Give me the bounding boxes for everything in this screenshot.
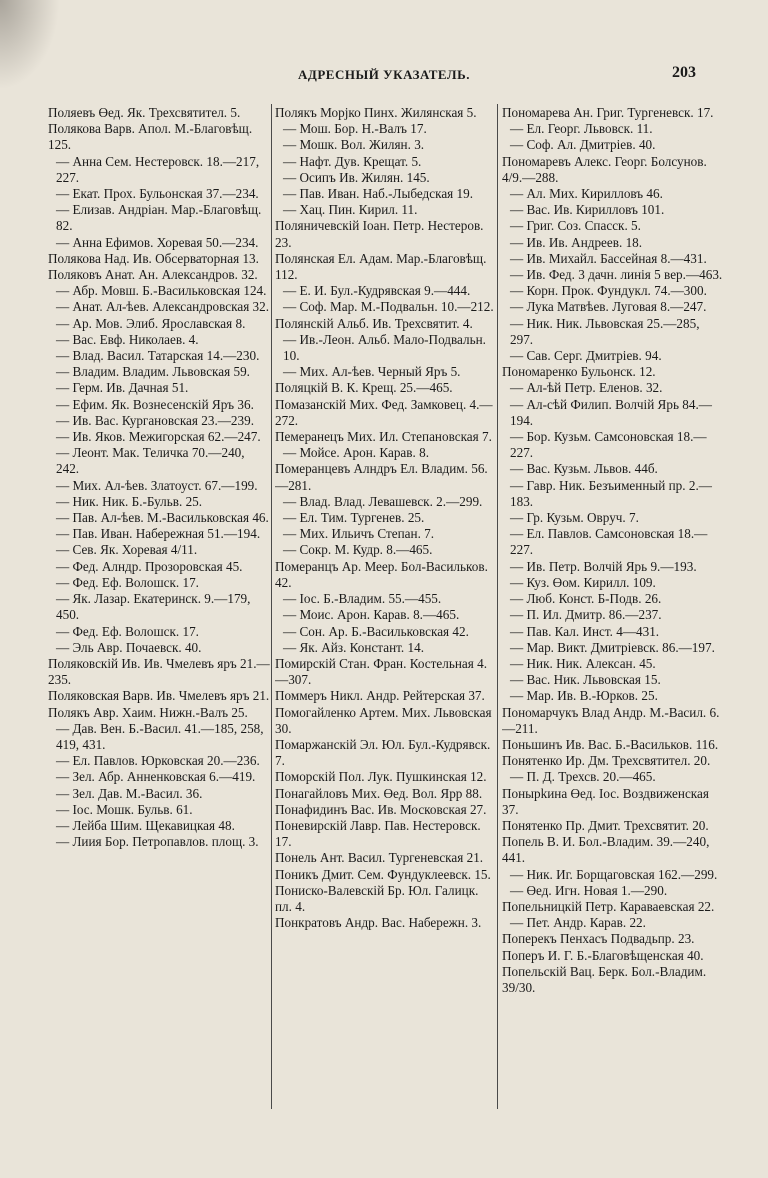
directory-entry: — Сокр. М. Кудр. 8.—465. bbox=[283, 542, 433, 558]
directory-entry: Помаржанскій Эл. Юл. Бул.-Кудрявск. 7. bbox=[275, 736, 491, 769]
directory-entry: — Гавр. Ник. Безъименный пр. 2.—183. bbox=[510, 477, 712, 509]
directory-entry: Понель Ант. Васил. Тургеневская 21. bbox=[275, 850, 484, 866]
directory-entry: — Анат. Ал-ѣев. Александровская 32. bbox=[56, 299, 270, 315]
directory-entry: Помогайленко Артем. Мих. Львовская 30. bbox=[275, 704, 492, 736]
directory-entry: — П. Ил. Дмитр. 86.—237. bbox=[510, 607, 662, 623]
directory-column-left bbox=[48, 105, 270, 1115]
directory-entry: — Влад. Влад. Левашевск. 2.—299. bbox=[283, 493, 483, 509]
directory-entry: Поляничевскій Іоан. Петр. Нестеров. 23. bbox=[275, 218, 484, 250]
directory-entry: Понырkина Өед. Іос. Воздвиженская 37. bbox=[502, 785, 709, 817]
directory-entry: — Лука Матвѣев. Луговая 8.—247. bbox=[510, 299, 707, 315]
directory-entry: — Соф. Ал. Дмитріев. 40. bbox=[510, 137, 656, 153]
directory-entry: — Ив. Петр. Волчій Ярь 9.—193. bbox=[510, 558, 697, 574]
directory-entry: — Вас. Ник. Львовская 15. bbox=[510, 672, 661, 688]
directory-entry: — Анна Ефимов. Хоревая 50.—234. bbox=[56, 234, 259, 250]
directory-entry: — Ив. Ив. Андреев. 18. bbox=[510, 234, 643, 250]
directory-entry: — Ар. Мов. Элиб. Ярославская 8. bbox=[56, 315, 246, 331]
directory-entry: — Ел. Павлов. Самсоновская 18.—227. bbox=[510, 526, 708, 558]
directory-entry: Померанцевъ Алндръ Ел. Владим. 56.—281. bbox=[275, 461, 488, 493]
directory-entry: — Өед. Игн. Новая 1.—290. bbox=[510, 882, 668, 898]
directory-entry: Поморскій Пол. Лук. Пушкинская 12. bbox=[275, 769, 487, 785]
directory-entry: Полякова Варв. Апол. М.-Благовѣщ. 125. bbox=[48, 121, 253, 153]
directory-entry: — Бор. Кузьм. Самсоновская 18.—227. bbox=[510, 429, 707, 461]
directory-entry: Попельницкій Петр. Караваевская 22. bbox=[502, 898, 715, 914]
directory-entry: Померанцъ Ар. Меер. Бол-Васильков. 42. bbox=[275, 558, 488, 590]
directory-entry: — Вас. Евф. Николаев. 4. bbox=[56, 331, 199, 347]
directory-entry: — Ник. Ник. Львовская 25.—285, 297. bbox=[510, 315, 700, 347]
directory-entry: Полякова Над. Ив. Обсерваторная 13. bbox=[48, 250, 259, 266]
directory-entry: — Герм. Ив. Дачная 51. bbox=[56, 380, 189, 396]
directory-entry: Полянская Ел. Адам. Мар.-Благовѣщ. 112. bbox=[275, 250, 487, 283]
directory-entry: — Эль Авр. Почаевск. 40. bbox=[56, 639, 202, 655]
directory-entry: Понятенко Пр. Дмит. Трехсвятит. 20. bbox=[502, 817, 709, 833]
directory-entry: Поляковскій Ив. Ив. Чмелевъ яръ 21.—235. bbox=[48, 655, 270, 688]
directory-entry: Попельскій Вац. Берк. Бол.-Владим. 39/30. bbox=[502, 963, 707, 995]
directory-entry: — Ел. Тим. Тургенев. 25. bbox=[283, 510, 425, 526]
directory-entry: — Ал. Мих. Кирилловъ 46. bbox=[510, 186, 663, 202]
directory-entry: — Куз. Өом. Кирилл. 109. bbox=[510, 574, 656, 590]
directory-column-middle bbox=[275, 105, 495, 1115]
directory-column-right bbox=[502, 105, 724, 1115]
directory-entry: Попель В. И. Бол.-Владим. 39.—240, 441. bbox=[502, 834, 710, 866]
directory-entry: — Абр. Мовш. Б.-Васильковская 124. bbox=[56, 283, 267, 299]
directory-entry: — Фед. Еф. Волошск. 17. bbox=[56, 623, 199, 639]
directory-entry: Пономаренко Бульонск. 12. bbox=[502, 364, 656, 380]
directory-entry: — Ив. Фед. 3 дачн. линія 5 вер.—463. bbox=[510, 267, 723, 283]
directory-entry: Понафидинъ Вас. Ив. Московская 27. bbox=[275, 801, 487, 817]
directory-entry: — Влад. Васил. Татарская 14.—230. bbox=[56, 348, 260, 364]
directory-entry: — Ив. Яков. Межигорская 62.—247. bbox=[56, 429, 261, 445]
directory-entry: Полянскій Альб. Ив. Трехсвятит. 4. bbox=[275, 315, 473, 331]
directory-entry: Поперъ И. Г. Б.-Благовѣщенская 40. bbox=[502, 947, 704, 963]
directory-entry: — Вас. Ив. Кирилловъ 101. bbox=[510, 202, 665, 218]
directory-entry: — Ник. Иг. Борщаговская 162.—299. bbox=[510, 866, 718, 882]
directory-entry: Понкратовъ Андр. Вас. Набережн. 3. bbox=[275, 915, 482, 931]
directory-entry: — Іос. Б.-Владим. 55.—455. bbox=[283, 591, 442, 607]
directory-entry: — Люб. Конст. Б-Подв. 26. bbox=[510, 591, 662, 607]
directory-entry: — Нафт. Дув. Крещат. 5. bbox=[283, 153, 422, 169]
directory-entry: — Пав. Иван. Наб.-Лыбедская 19. bbox=[283, 186, 474, 202]
directory-entry: — Мойсе. Арон. Карав. 8. bbox=[283, 445, 429, 461]
directory-entry: Поммеръ Никл. Андр. Рейтерская 37. bbox=[275, 688, 485, 704]
directory-entry: — Зел. Дав. М.-Васил. 36. bbox=[56, 785, 203, 801]
directory-entry: Пономаревъ Алекс. Георг. Болсунов. 4/9.—288. bbox=[502, 153, 707, 185]
directory-entry: Поньшинъ Ив. Вас. Б.-Васильков. 116. bbox=[502, 736, 719, 752]
directory-entry: — Владим. Владим. Львовская 59. bbox=[56, 364, 250, 380]
directory-entry: Поневирскій Лавр. Пав. Нестеровск. 17. bbox=[275, 817, 481, 850]
directory-entry: Понятенко Ир. Дм. Трехсвятител. 20. bbox=[502, 753, 711, 769]
directory-entry: — Сав. Серг. Дмитріев. 94. bbox=[510, 348, 662, 364]
directory-entry: — Ел. Георг. Львовск. 11. bbox=[510, 121, 653, 137]
directory-entry: — Зел. Абр. Анненковская 6.—419. bbox=[56, 769, 256, 785]
directory-entry: — Мих. Ал-ѣев. Златоуст. 67.—199. bbox=[56, 477, 258, 493]
directory-entry: Поляковъ Анат. Ан. Александров. 32. bbox=[48, 267, 258, 283]
directory-entry: — Пав. Иван. Набережная 51.—194. bbox=[56, 526, 261, 542]
directory-entry: — Ив. Михайл. Бассейная 8.—431. bbox=[510, 250, 707, 266]
directory-entry: — Ник. Ник. Б.-Бульв. 25. bbox=[56, 493, 203, 509]
directory-entry: — Мих. Ал-ѣев. Черный Яръ 5. bbox=[283, 364, 461, 380]
directory-entry: Помазанскій Мих. Фед. Замковец. 4.—272. bbox=[275, 396, 493, 428]
directory-entry: — Фед. Алндр. Прозоровская 45. bbox=[56, 558, 243, 574]
directory-entry: — Осипъ Ив. Жилян. 145. bbox=[283, 169, 430, 185]
running-header bbox=[0, 64, 768, 86]
directory-entry: — Ал-сѣй Филип. Волчій Ярь 84.—194. bbox=[510, 396, 712, 428]
directory-entry: — Ник. Ник. Алексан. 45. bbox=[510, 655, 656, 671]
directory-entry: — Анна Сем. Нестеровск. 18.—217, 227. bbox=[56, 153, 260, 185]
directory-entry: — Моис. Арон. Карав. 8.—465. bbox=[283, 607, 460, 623]
directory-entry: — Іос. Мошк. Бульв. 61. bbox=[56, 801, 193, 817]
directory-entry: Поникъ Дмит. Сем. Фундуклеевск. 15. bbox=[275, 866, 491, 882]
directory-entry: — Пав. Ал-ѣев. М.-Васильковская 46. bbox=[56, 510, 269, 526]
directory-entry: Полякъ Морjко Пинх. Жилянская 5. bbox=[275, 105, 477, 120]
directory-entry: — Е. И. Бул.-Кудрявская 9.—444. bbox=[283, 283, 471, 299]
directory-entry: Понагайловъ Мих. Өед. Вол. Ярр 88. bbox=[275, 785, 483, 801]
directory-entry: — Ел. Павлов. Юрковская 20.—236. bbox=[56, 753, 260, 769]
page-number: 203 bbox=[672, 64, 696, 81]
directory-entry: — Корн. Прок. Фундукл. 74.—300. bbox=[510, 283, 707, 299]
directory-entry: — Мош. Бор. Н.-Валъ 17. bbox=[283, 121, 427, 137]
directory-entry: Пониско-Валевскій Бр. Юл. Галицк. пл. 4. bbox=[275, 882, 479, 914]
directory-entry: — Григ. Соз. Спасск. 5. bbox=[510, 218, 641, 234]
directory-entry: — Ефим. Як. Вознесенскій Яръ 36. bbox=[56, 396, 254, 412]
directory-entry: — Вас. Кузьм. Львов. 44б. bbox=[510, 461, 658, 477]
directory-entry: Пемеранецъ Мих. Ил. Степановская 7. bbox=[275, 429, 492, 445]
directory-entry: — Сон. Ар. Б.-Васильковская 42. bbox=[283, 623, 469, 639]
directory-entry: — Мих. Ильичъ Степан. 7. bbox=[283, 526, 435, 542]
directory-entry: — Лейба Шим. Щекавицкая 48. bbox=[56, 817, 235, 833]
directory-entry: — Мар. Викт. Дмитріевск. 86.—197. bbox=[510, 639, 715, 655]
directory-entry: Поперекъ Пенхасъ Подвадьпр. 23. bbox=[502, 931, 695, 947]
directory-entry: — Сев. Як. Хоревая 4/11. bbox=[56, 542, 198, 558]
directory-entry: — Дав. Вен. Б.-Васил. 41.—185, 258, 419, 431. bbox=[56, 720, 264, 752]
directory-entry: Помирскій Стан. Фран. Костельная 4.—307. bbox=[275, 655, 487, 688]
directory-entry: Пономарева Ан. Григ. Тургеневск. 17. bbox=[502, 105, 714, 120]
directory-entry: Поляковская Варв. Ив. Чмелевъ яръ 21. bbox=[48, 688, 270, 704]
directory-entry: — Як. Айз. Констант. 14. bbox=[283, 639, 424, 655]
directory-entry: Поляевъ Өед. Як. Трехсвятител. 5. bbox=[48, 105, 241, 120]
directory-entry: — Як. Лазар. Екатеринск. 9.—179, 450. bbox=[56, 591, 251, 623]
directory-entry: — Мошк. Вол. Жилян. 3. bbox=[283, 137, 425, 153]
directory-entry: — Гр. Кузьм. Овруч. 7. bbox=[510, 510, 639, 526]
directory-entry: Поляцкій В. К. Крещ. 25.—465. bbox=[275, 380, 453, 396]
directory-entry: Полякъ Авр. Хаим. Нижн.-Валъ 25. bbox=[48, 704, 248, 720]
running-title: АДРЕСНЫЙ УКАЗАТЕЛЬ. bbox=[298, 67, 470, 82]
column-divider bbox=[271, 104, 272, 1109]
directory-entry: Пономарчукъ Влад Андр. М.-Васил. 6.—211. bbox=[502, 704, 720, 736]
directory-entry: — Лиия Бор. Петропавлов. площ. 3. bbox=[56, 834, 259, 850]
directory-entry: — Леонт. Мак. Теличка 70.—240, 242. bbox=[56, 445, 245, 477]
directory-entry: — Пет. Андр. Карав. 22. bbox=[510, 915, 646, 931]
directory-entry: — Ив.-Леон. Альб. Мало-Подвальн. 10. bbox=[283, 331, 486, 364]
column-divider bbox=[497, 104, 498, 1109]
directory-entry: — П. Д. Трехсв. 20.—465. bbox=[510, 769, 656, 785]
directory-entry: — Пав. Кал. Инст. 4—431. bbox=[510, 623, 660, 639]
directory-entry: — Екат. Прох. Бульонская 37.—234. bbox=[56, 186, 259, 202]
directory-entry: — Ив. Вас. Кургановская 23.—239. bbox=[56, 412, 255, 428]
directory-entry: — Фед. Еф. Волошск. 17. bbox=[56, 574, 199, 590]
directory-entry: — Мар. Ив. В.-Юрков. 25. bbox=[510, 688, 658, 704]
directory-entry: — Соф. Мар. М.-Подвальн. 10.—212. bbox=[283, 299, 494, 315]
directory-entry: — Ал-ѣй Петр. Еленов. 32. bbox=[510, 380, 663, 396]
directory-entry: — Хац. Пин. Кирил. 11. bbox=[283, 202, 418, 218]
directory-entry: — Елизав. Андріан. Мар.-Благовѣщ. 82. bbox=[56, 202, 262, 234]
